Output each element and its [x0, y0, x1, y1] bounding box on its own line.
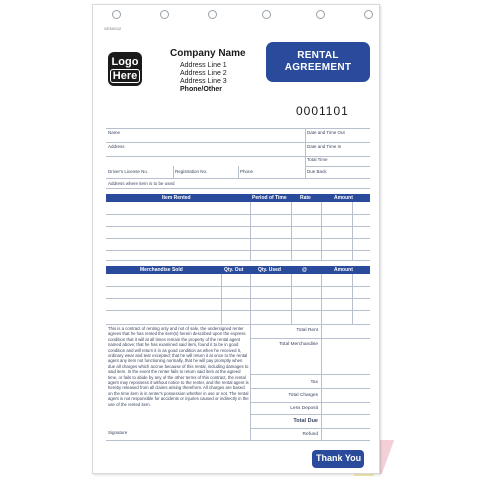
rule [106, 188, 370, 189]
less-deposit-field[interactable]: Less Deposit [290, 406, 318, 411]
terms-and-conditions: This is a contract of renting only and not of sale, the undersigned renter agrees that he has rented the item(s) herein described upon the express condition that it will at all times remain the property of the rental agent named above; that he has examined said item, found it to be in good condition and will return it in as good condition as when he received it, ordinary wear and tear excepted; that he will return it at once to the rental agent any item not functioning normally, that he will pay promptly when due all charges which accrue because of this rental, including damages to said item. In the event the renter fails to return said item at the agreed time, or fails to abide by any of the other terms of this contract, the rental agent may repossess it without notice to the renter, and the rental agent is hereby released from all claims arising therefrom. All charges are based on the time item is in renter's possession whether in use or not. The rental agent is not responsible for accidents or injuries caused or indirectly in the use of the rented item. [108, 326, 249, 407]
form-title-badge [266, 42, 370, 82]
col-amount: Amount [334, 195, 353, 201]
table-row[interactable] [106, 324, 370, 325]
rule [306, 166, 370, 167]
table-row[interactable] [106, 226, 370, 227]
signature-field[interactable]: Signature [108, 430, 128, 435]
col-qty-out: Qty. Out [224, 267, 244, 273]
drivers-license-field[interactable]: Driver's License No. [108, 169, 149, 174]
phone-field[interactable]: Phone [240, 169, 254, 174]
form-code: GEN0112 [104, 26, 122, 31]
refund-field[interactable]: Refund [302, 432, 318, 437]
rule [106, 178, 370, 179]
rule [250, 428, 370, 429]
binder-hole [364, 10, 373, 19]
rule [321, 324, 322, 440]
rule [305, 128, 306, 178]
form-number: 0001101 [296, 104, 349, 118]
rule [106, 142, 370, 143]
registration-field[interactable]: Registration No. [175, 169, 208, 174]
table-row[interactable] [106, 260, 370, 261]
rule [291, 202, 292, 260]
rule [221, 274, 222, 324]
col-item-rented: Item Rented [162, 195, 191, 201]
company-phone: Phone/Other [180, 86, 223, 93]
binder-hole [262, 10, 271, 19]
total-rent-field[interactable]: Total Rent [296, 328, 318, 333]
date-time-in-field[interactable]: Date and Time In [307, 144, 342, 149]
rental-table-header [106, 194, 370, 202]
rule [250, 202, 251, 260]
table-row[interactable] [106, 298, 370, 299]
company-address-1: Address Line 1 [180, 62, 227, 69]
binder-hole [112, 10, 121, 19]
company-name: Company Name [170, 48, 246, 59]
rule [321, 274, 322, 324]
table-row[interactable] [106, 286, 370, 287]
rule [321, 202, 322, 260]
total-charges-field[interactable]: Total Charges [288, 393, 318, 398]
tax-field[interactable]: Tax [310, 380, 318, 385]
date-time-out-field[interactable]: Date and Time Out [307, 130, 345, 135]
rule [250, 440, 370, 441]
rule [352, 202, 353, 260]
table-row[interactable] [106, 238, 370, 239]
total-merchandise-field[interactable]: Total Merchandise [279, 342, 318, 347]
rule [352, 274, 353, 324]
rule [250, 388, 370, 389]
logo-line-2: Here [110, 69, 140, 83]
rule [250, 274, 251, 324]
rule [106, 128, 370, 129]
form-title-line-1: RENTAL [297, 50, 339, 61]
binder-hole [208, 10, 217, 19]
address-where-used-field[interactable]: Address where item is to be used [108, 181, 175, 186]
table-row[interactable] [106, 214, 370, 215]
total-time-field[interactable]: Total Time [307, 157, 328, 162]
name-field[interactable]: Name [108, 130, 121, 135]
company-address-3: Address Line 3 [180, 78, 227, 85]
rule [106, 156, 370, 157]
col-merchandise-sold: Merchandise Sold [140, 267, 183, 273]
rule [106, 440, 250, 441]
table-row[interactable] [106, 310, 370, 311]
due-back-field[interactable]: Due Back [307, 169, 327, 174]
rule [238, 166, 239, 178]
total-due-field[interactable]: Total Due [293, 418, 318, 424]
rule [291, 274, 292, 324]
col-qty-used: Qty. Used [258, 267, 281, 273]
company-address-2: Address Line 2 [180, 70, 227, 77]
table-row[interactable] [106, 250, 370, 251]
thank-you-badge: Thank You [312, 450, 364, 468]
address-field[interactable]: Address [108, 144, 125, 149]
rule [250, 374, 370, 375]
form-title-line-2: AGREEMENT [284, 62, 352, 73]
logo-line-1: Logo [111, 56, 139, 68]
rule [250, 414, 370, 415]
binder-hole [160, 10, 169, 19]
rule [173, 166, 174, 178]
binder-hole [316, 10, 325, 19]
rule [250, 338, 370, 339]
rule [250, 402, 370, 403]
col-merch-amount: Amount [334, 267, 353, 273]
col-period-of-time: Period of Time [252, 195, 287, 201]
merch-table-header [106, 266, 370, 274]
col-at: @ [302, 267, 307, 273]
logo-placeholder [108, 52, 142, 86]
col-rate: Rate [300, 195, 311, 201]
